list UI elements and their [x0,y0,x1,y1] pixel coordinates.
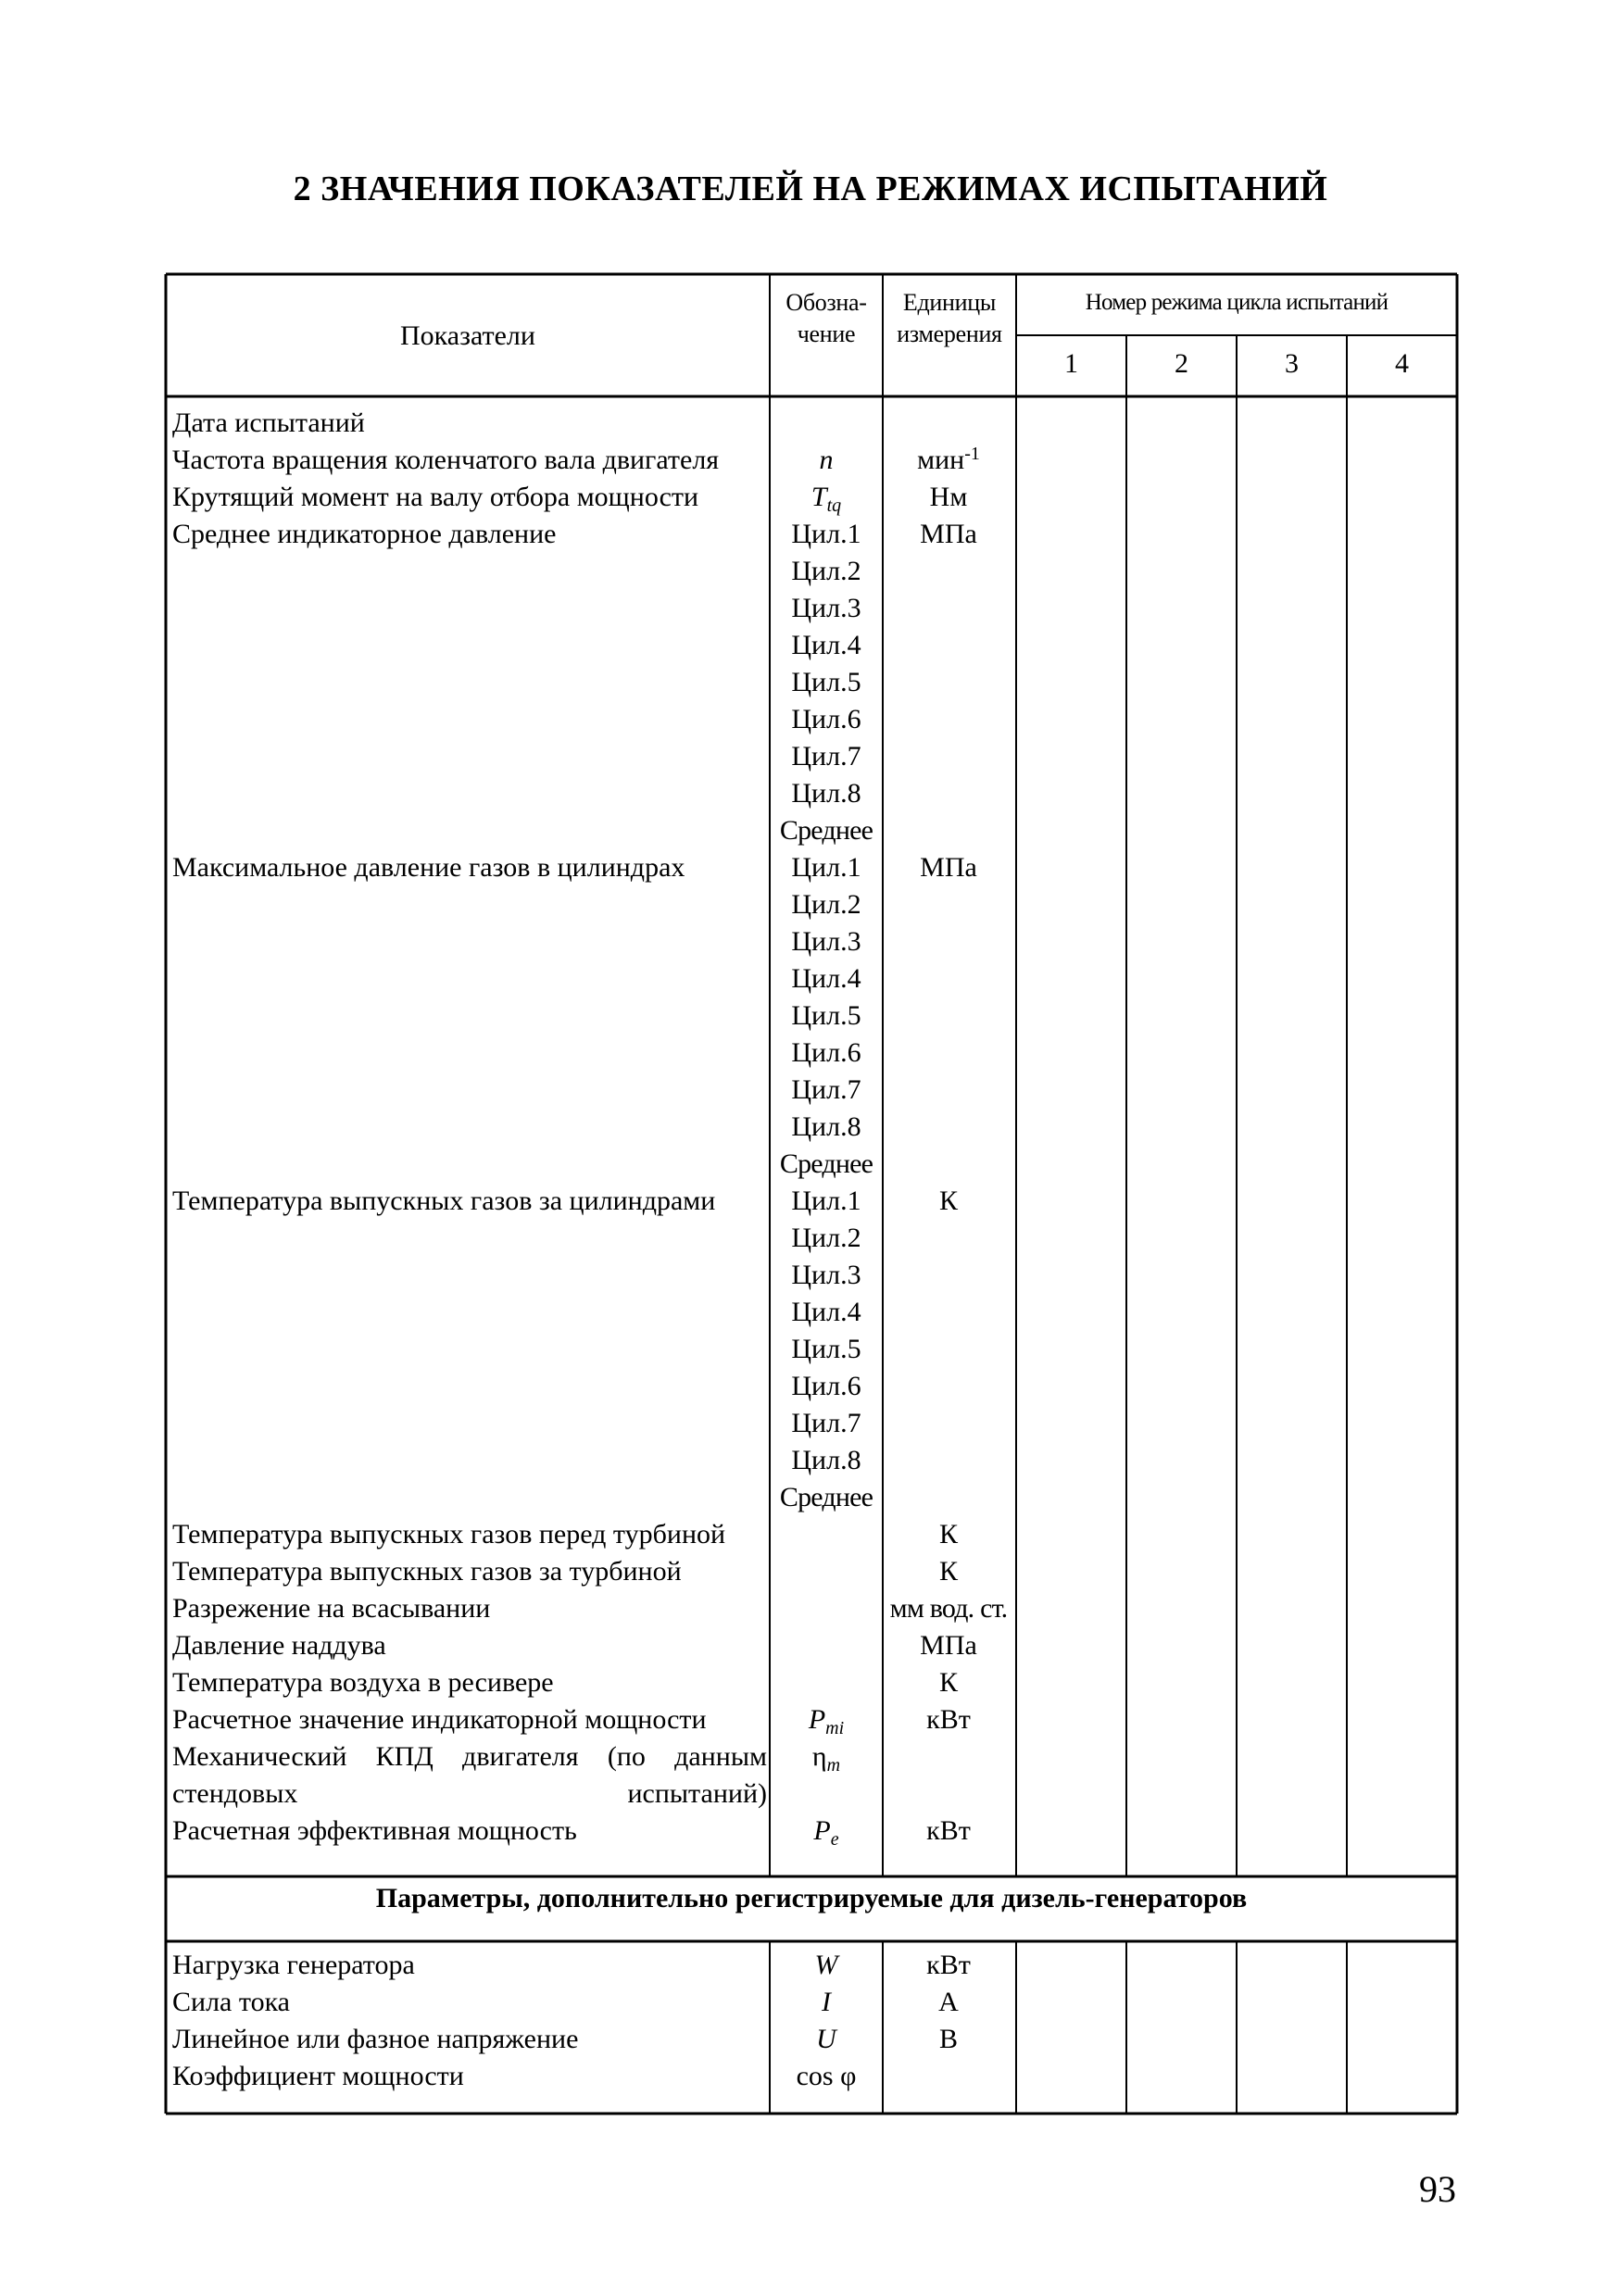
gen-row-name: Сила тока [172,1987,291,2017]
row-name: Температура выпускных газов за цилиндрами [172,1186,716,1216]
row-symbol: Цил.6 [791,1371,861,1401]
gen-row-name: Нагрузка генератора [172,1950,415,1980]
gen-row-symbol: I [822,1987,831,2017]
symbol-text: P [813,1815,831,1846]
row-symbol: Среднее [779,1148,873,1179]
row-symbol: Цил.7 [791,741,861,772]
row-unit: МПа [920,852,977,883]
symbol-subscript: tq [826,496,842,516]
gen-row-name: Линейное или фазное напряжение [172,2024,579,2054]
row-name: Температура выпускных газов перед турбиной [172,1519,726,1549]
row-unit: К [938,1186,958,1216]
gen-row-unit: А [938,1987,959,2017]
row-symbol: Цил.8 [791,1111,861,1142]
row-symbol: Цил.5 [791,1334,861,1364]
row-symbol: Цил.8 [791,1445,861,1475]
gen-row-name: Коэффициент мощности [172,2061,464,2091]
row-symbol [772,1701,881,1738]
row-symbol [772,479,881,516]
row-name: Расчетное значение индикаторной мощности [172,1704,707,1735]
row-symbol: Цил.7 [791,1074,861,1105]
row-symbol: Цил.2 [791,556,861,586]
row-name: Механический КПД двигателя (по данным стендовых испытаний) [172,1741,767,1809]
gen-row-unit: кВт [926,1950,971,1980]
row-symbol: n [819,445,834,475]
header-mode-group: Номер режима цикла испытаний [1085,290,1389,315]
row-name: Частота вращения коленчатого вала двигателя [172,445,720,475]
row-unit: К [938,1667,958,1698]
row-name: Расчетная эффективная мощность [172,1815,577,1846]
row-unit: Нм [929,482,968,512]
row-symbol: Цил.5 [791,1000,861,1031]
row-symbol: Цил.7 [791,1408,861,1438]
row-symbol: Цил.4 [791,963,861,994]
row-symbol: Цил.5 [791,667,861,697]
gen-row-symbol: cos φ [796,2061,857,2091]
header-indicator: Показатели [400,320,535,351]
row-symbol: Цил.6 [791,1037,861,1068]
header-symbol: Обозна- чение [785,289,867,347]
header-units: Единицы измерения [897,289,1002,347]
row-name: Дата испытаний [172,408,365,438]
symbol-text: T [810,482,827,512]
row-name: Максимальное давление газов в цилиндрах [172,852,685,883]
row-symbol: Цил.1 [791,1186,861,1216]
row-unit: К [938,1519,958,1549]
row-symbol: Цил.4 [791,1297,861,1327]
page-number: 93 [1419,2168,1456,2210]
symbol-subscript: e [830,1829,839,1850]
row-symbol: Цил.8 [791,778,861,809]
row-unit: МПа [920,519,977,549]
row-symbol: Цил.1 [791,852,861,883]
symbol-subscript: m [826,1755,841,1775]
row-symbol [772,1738,881,1775]
row-symbol: Среднее [779,815,873,846]
unit-superscript: -1 [964,444,980,464]
row-unit: кВт [926,1815,971,1846]
row-name: Температура воздуха в ресивере [172,1667,554,1698]
row-unit [883,442,1014,479]
row-unit: К [938,1556,958,1587]
section-title: Параметры, дополнительно регистрируемые для дизель-генераторов [375,1883,1248,1913]
row-name: Крутящий момент на валу отбора мощности [172,482,699,512]
gen-row-symbol: U [816,2024,836,2054]
row-name: Давление наддува [172,1630,386,1661]
row-unit: МПа [920,1630,977,1661]
row-symbol: Цил.3 [791,1260,861,1290]
page-title: 2 ЗНАЧЕНИЯ ПОКАЗАТЕЛЕЙ НА РЕЖИМАХ ИСПЫТАНИЙ [293,169,1328,208]
symbol-subscript: mi [825,1718,845,1738]
gen-row-symbol: W [814,1950,838,1980]
gen-row-unit: В [938,2024,958,2054]
row-name: Температура выпускных газов за турбиной [172,1556,682,1587]
header-mode-4: 4 [1395,348,1409,379]
row-symbol: Цил.3 [791,926,861,957]
row-name: Разрежение на всасывании [172,1593,491,1624]
symbol-text: η [811,1741,827,1772]
unit-text: мин [917,445,965,475]
row-symbol [772,1813,881,1850]
row-symbol: Цил.2 [791,889,861,920]
row-symbol: Цил.4 [791,630,861,660]
header-mode-2: 2 [1175,348,1188,379]
row-unit: кВт [926,1704,971,1735]
header-mode-3: 3 [1285,348,1299,379]
header-mode-1: 1 [1064,348,1078,379]
row-unit: мм вод. ст. [889,1593,1008,1624]
row-symbol: Цил.3 [791,593,861,623]
symbol-text: P [808,1704,826,1735]
row-symbol: Цил.2 [791,1223,861,1253]
row-symbol: Среднее [779,1482,873,1512]
row-symbol: Цил.6 [791,704,861,734]
row-symbol: Цил.1 [791,519,861,549]
row-name: Среднее индикаторное давление [172,519,557,549]
